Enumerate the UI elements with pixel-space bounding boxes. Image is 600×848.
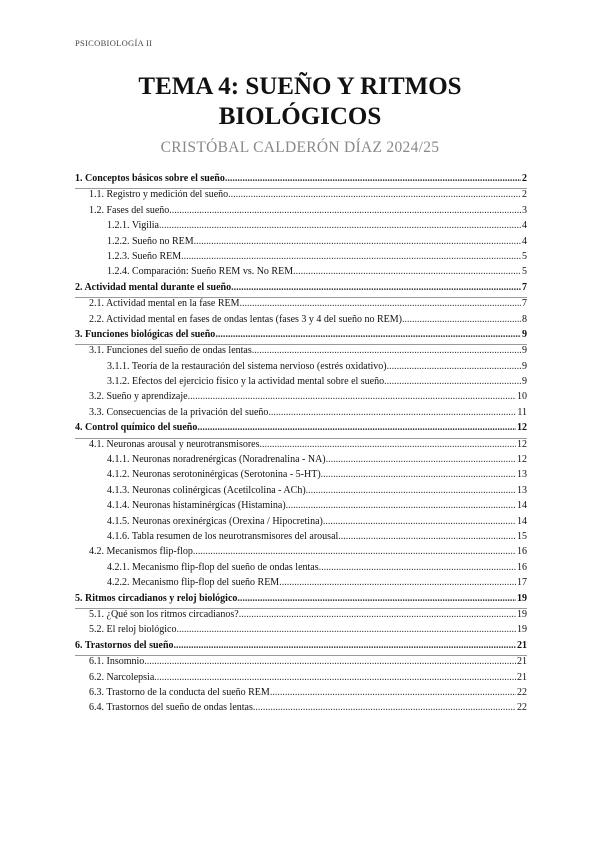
toc-dot-leader (306, 485, 516, 496)
toc-entry-title: 3.1.1. Teoría de la restauración del sistema nervioso (estrés oxidativo) (107, 360, 387, 372)
toc-entry-title: 4.1.3. Neuronas colinérgicas (Acetilcolina - ACh) (107, 484, 306, 496)
toc-page-number: 7 (522, 298, 527, 310)
toc-page-number: 14 (517, 515, 527, 527)
toc-page-number: 21 (517, 671, 527, 683)
toc-dot-leader (215, 329, 521, 340)
document-title (0, 72, 600, 132)
toc-entry[interactable] (75, 439, 527, 454)
toc-dot-leader (240, 298, 521, 309)
toc-dot-leader (169, 205, 521, 216)
toc-entry-title: 4.1.4. Neuronas histaminérgicas (Histamina) (107, 500, 286, 512)
toc-page-number: 4 (522, 235, 527, 247)
toc-entry-title: 3.2. Sueño y aprendizaje (89, 391, 188, 403)
toc-entry-title: 3.1. Funciones del sueño de ondas lentas (89, 345, 252, 357)
toc-entry[interactable] (75, 702, 527, 717)
toc-entry-title: 4.2.2. Mecanismo flip-flop del sueño REM (107, 577, 280, 589)
toc-entry[interactable] (75, 189, 527, 204)
toc-page-number: 15 (517, 530, 527, 542)
toc-page-number: 13 (517, 469, 527, 481)
toc-entry-title: 1. Conceptos básicos sobre el sueño (75, 173, 225, 184)
toc-entry-title: 5. Ritmos circadianos y reloj biológico (75, 592, 238, 604)
toc-entry[interactable] (75, 205, 527, 220)
toc-entry-title: 1.2.3. Sueño REM (107, 250, 182, 262)
toc-dot-leader (319, 562, 516, 573)
toc-entry-title: 6. Trastornos del sueño (75, 639, 174, 651)
toc-entry[interactable] (75, 624, 527, 639)
toc-entry[interactable] (75, 282, 527, 298)
toc-page-number: 14 (517, 500, 527, 512)
toc-entry-title: 2.1. Actividad mental en la fase REM (89, 298, 240, 310)
toc-entry[interactable] (75, 640, 527, 656)
toc-dot-leader (321, 469, 516, 480)
toc-entry-title: 4. Control químico del sueño (75, 422, 198, 434)
title-line-1: TEMA 4: SUEÑO Y RITMOS (138, 73, 462, 100)
toc-entry[interactable] (75, 562, 527, 577)
toc-entry-title: 1.2. Fases del sueño (89, 204, 170, 216)
toc-page-number: 22 (517, 686, 527, 698)
toc-page-number: 9 (522, 360, 527, 372)
toc-entry[interactable] (75, 469, 527, 484)
toc-dot-leader (323, 516, 516, 527)
toc-entry[interactable] (75, 422, 527, 438)
toc-dot-leader (188, 391, 516, 402)
toc-entry-title: 2.2. Actividad mental en fases de ondas lentas (fases 3 y 4 del sueño no REM) (89, 313, 402, 325)
toc-dot-leader (252, 345, 521, 356)
toc-entry[interactable] (75, 314, 527, 329)
toc-page-number: 9 (522, 328, 527, 340)
toc-entry-title: 6.3. Trastorno de la conducta del sueño REM (89, 686, 270, 698)
toc-page-number: 12 (517, 422, 527, 434)
toc-dot-leader (154, 672, 516, 683)
toc-entry-title: 4.1.5. Neuronas orexinérgicas (Orexina / Hipocretina) (107, 515, 323, 527)
toc-entry[interactable] (75, 546, 527, 561)
toc-dot-leader (237, 593, 516, 604)
toc-dot-leader (177, 624, 517, 635)
toc-page-number: 12 (517, 454, 527, 466)
toc-dot-leader (239, 609, 516, 620)
toc-entry-title: 6.2. Narcolepsia (89, 671, 155, 683)
toc-dot-leader (225, 173, 521, 184)
toc-page-number: 19 (517, 624, 527, 636)
toc-entry-title: 5.2. El reloj biológico (89, 624, 177, 636)
toc-entry[interactable] (75, 531, 527, 546)
toc-page-number: 11 (517, 406, 527, 418)
toc-entry-title: 1.2.2. Sueño no REM (107, 235, 194, 247)
toc-entry[interactable] (75, 407, 527, 422)
toc-dot-leader (260, 439, 516, 450)
toc-page-number: 21 (517, 656, 527, 668)
toc-dot-leader (384, 376, 521, 387)
toc-entry-title: 3.3. Consecuencias de la privación del sueño (89, 406, 269, 418)
toc-entry-title: 6.1. Insomnio (89, 656, 145, 668)
toc-page-number: 4 (522, 220, 527, 232)
toc-entry[interactable] (75, 656, 527, 671)
toc-page-number: 12 (517, 438, 527, 450)
toc-entry-title: 4.1.2. Neuronas serotoninérgicas (Serotonina - 5-HT) (107, 469, 321, 481)
toc-entry-title: 1.2.1. Vigilia (107, 220, 159, 232)
toc-page-number: 8 (522, 313, 527, 325)
toc-page-number: 21 (517, 639, 527, 651)
toc-entry-title: 6.4. Trastornos del sueño de ondas lentas (89, 702, 253, 714)
toc-entry-title: 1.1. Registro y medición del sueño (89, 189, 229, 201)
toc-dot-leader (174, 640, 516, 651)
toc-dot-leader (231, 282, 521, 293)
table-of-contents (75, 173, 527, 718)
running-header: PSICOBIOLOGÍA II (75, 38, 153, 48)
toc-dot-leader (228, 189, 521, 200)
toc-page-number: 9 (522, 376, 527, 388)
toc-entry[interactable] (75, 593, 527, 609)
toc-dot-leader (293, 266, 521, 277)
toc-page-number: 13 (517, 484, 527, 496)
toc-entry-title: 1.2.4. Comparación: Sueño REM vs. No REM (107, 266, 294, 278)
toc-dot-leader (181, 251, 521, 262)
toc-page-number: 16 (517, 546, 527, 558)
toc-page-number: 22 (517, 702, 527, 714)
toc-page-number: 19 (517, 592, 527, 604)
toc-entry[interactable] (75, 609, 527, 624)
toc-dot-leader (268, 407, 516, 418)
toc-page-number: 2 (522, 189, 527, 201)
toc-entry-title: 5.1. ¿Qué son los ritmos circadianos? (89, 608, 239, 620)
toc-entry-title: 4.2. Mecanismos flip-flop (89, 546, 193, 558)
toc-entry[interactable] (75, 173, 527, 189)
toc-page-number: 10 (517, 391, 527, 403)
toc-dot-leader (197, 422, 516, 433)
toc-entry-title: 2. Actividad mental durante el sueño (75, 281, 232, 293)
toc-entry-title: 3.1.2. Efectos del ejercicio físico y la actividad mental sobre el sueño (107, 376, 385, 388)
toc-dot-leader (159, 220, 521, 231)
toc-dot-leader (338, 531, 516, 542)
toc-dot-leader (253, 702, 516, 713)
toc-page-number: 5 (522, 250, 527, 262)
toc-entry[interactable] (75, 266, 527, 281)
toc-entry[interactable] (75, 577, 527, 592)
toc-dot-leader (194, 236, 521, 247)
toc-entry[interactable] (75, 376, 527, 391)
toc-entry-title: 4.1.1. Neuronas noradrenérgicas (Noradrenalina - NA) (107, 454, 326, 466)
toc-dot-leader (193, 546, 516, 557)
toc-page-number: 9 (522, 345, 527, 357)
toc-page-number: 16 (517, 561, 527, 573)
toc-dot-leader (387, 361, 521, 372)
toc-entry[interactable] (75, 485, 527, 500)
toc-entry[interactable] (75, 345, 527, 360)
toc-entry[interactable] (75, 251, 527, 266)
toc-entry[interactable] (75, 391, 527, 406)
toc-dot-leader (279, 577, 516, 588)
toc-entry-title: 3. Funciones biológicas del sueño (75, 328, 216, 340)
toc-page-number: 17 (517, 577, 527, 589)
toc-entry[interactable] (75, 687, 527, 702)
toc-dot-leader (144, 656, 516, 667)
title-line-2: BIOLÓGICOS (218, 103, 382, 130)
toc-entry[interactable] (75, 361, 527, 376)
toc-dot-leader (326, 454, 516, 465)
toc-entry[interactable] (75, 220, 527, 235)
toc-entry[interactable] (75, 329, 527, 345)
toc-page-number: 19 (517, 608, 527, 620)
toc-dot-leader (402, 314, 521, 325)
toc-entry-title: 4.1. Neuronas arousal y neurotransmisores (89, 438, 260, 450)
toc-dot-leader (286, 500, 516, 511)
toc-entry[interactable] (75, 454, 527, 469)
toc-entry[interactable] (75, 236, 527, 251)
toc-dot-leader (270, 687, 516, 698)
toc-entry[interactable] (75, 672, 527, 687)
toc-page-number: 5 (522, 266, 527, 278)
toc-entry[interactable] (75, 516, 527, 531)
toc-entry-title: 4.2.1. Mecanismo flip-flop del sueño de ondas lentas (107, 561, 319, 573)
author-line: CRISTÓBAL CALDERÓN DÍAZ 2024/25 (160, 139, 440, 156)
toc-entry-title: 4.1.6. Tabla resumen de los neurotransmisores del arousal (107, 530, 339, 542)
toc-page-number: 2 (522, 173, 527, 184)
toc-page-number: 7 (522, 281, 527, 293)
toc-page-number: 3 (522, 204, 527, 216)
toc-entry[interactable] (75, 500, 527, 515)
toc-entry[interactable] (75, 298, 527, 313)
